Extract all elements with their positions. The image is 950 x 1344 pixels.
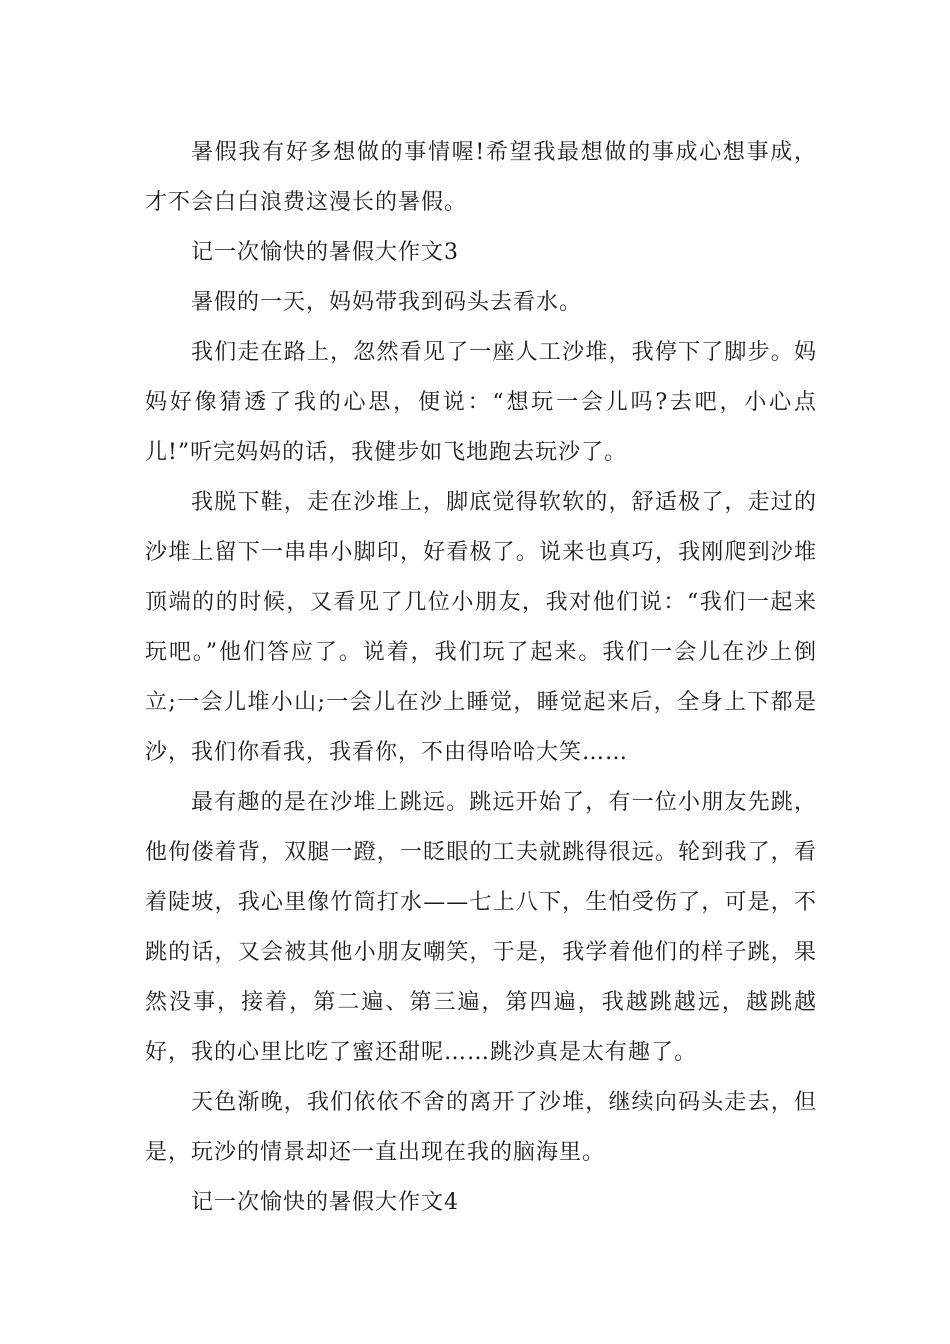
paragraph-evening: 天色渐晚，我们依依不舍的离开了沙堆，继续向码头走去，但是，玩沙的情景却还一直出现在我的脑海里。: [145, 1090, 817, 1165]
paragraph-long-jump: 最有趣的是在沙堆上跳远。跳远开始了，有一位小朋友先跳，他佝偻着背，双腿一蹬，一眨眼的工夫就跳得很远。轮到我了，看着陡坡，我心里像竹筒打水——七上八下，生怕受伤了，可是，不跳的话，又会被其他小朋友嘲笑，于是，我学着他们的样子跳，果然没事，接着，第二遍、第三遍，第四遍，我越跳越远，越跳越好，我的心里比吃了蜜还甜呢……跳沙真是太有趣了。: [145, 790, 817, 1065]
paragraph-playing-sand: 我脱下鞋，走在沙堆上，脚底觉得软软的，舒适极了，走过的沙堆上留下一串串小脚印，好看极了。说来也真巧，我刚爬到沙堆顶端的的时候，又看见了几位小朋友，我对他们说：“我们一起来玩吧。”他们答应了。说着，我们玩了起来。我们一会儿在沙上倒立;一会儿堆小山;一会儿在沙上睡觉，睡觉起来后，全身上下都是沙，我们你看我，我看你，不由得哈哈大笑……: [145, 490, 817, 765]
essay-heading-3: 记一次愉快的暑假大作文3: [191, 240, 459, 265]
paragraph-sand-pile: 我们走在路上，忽然看见了一座人工沙堆，我停下了脚步。妈妈好像猜透了我的心思，便说：“想玩一会儿吗?去吧，小心点儿!”听完妈妈的话，我健步如飞地跑去玩沙了。: [145, 340, 817, 465]
paragraph-dock-trip: 暑假的一天，妈妈带我到码头去看水。: [191, 290, 583, 315]
paragraph-summer-wishes: 暑假我有好多想做的事情喔!希望我最想做的事成心想事成，才不会白白浪费这漫长的暑假。: [145, 140, 817, 215]
article-body: [145, 128, 817, 1228]
essay-heading-4: 记一次愉快的暑假大作文4: [191, 1190, 459, 1215]
